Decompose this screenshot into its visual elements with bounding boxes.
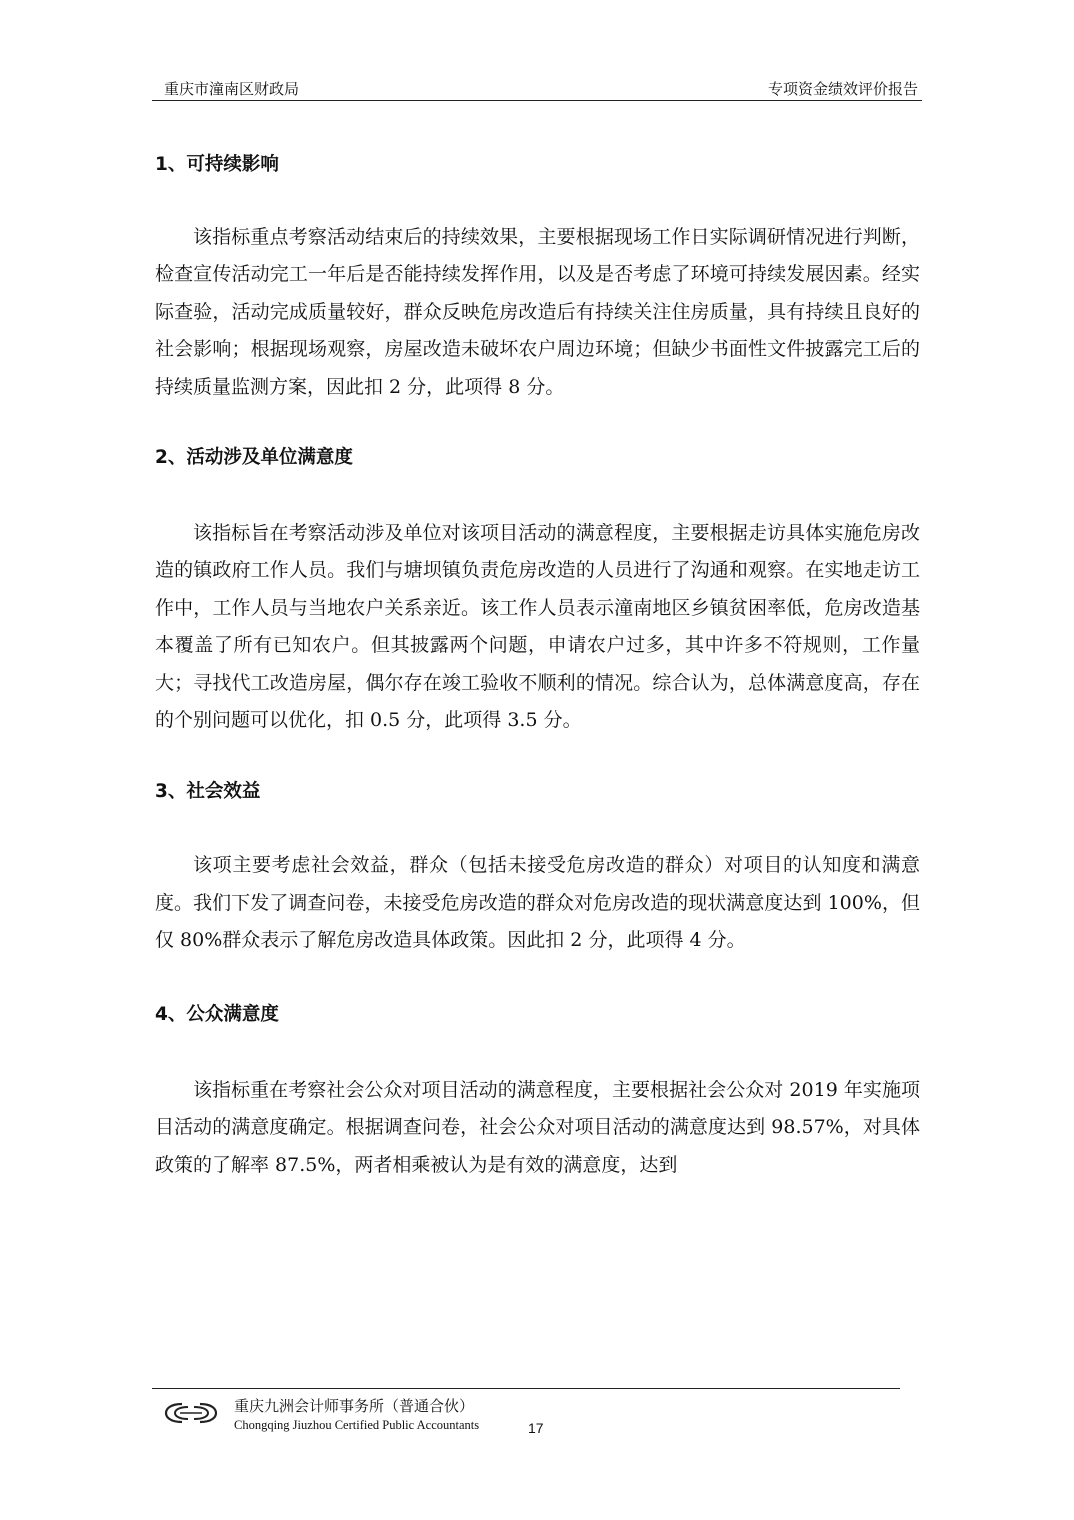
- section-title-3: 3、社会效益: [155, 781, 261, 803]
- footer-divider: [152, 1388, 900, 1389]
- page-number: 17: [528, 1420, 544, 1436]
- section-body-2: 该指标旨在考察活动涉及单位对该项目活动的满意程度，主要根据走访具体实施危房改造的镇政府工作人员。我们与塘坝镇负责危房改造的人员进行了沟通和观察。在实地走访工作中，工作人员与当地农户关系亲近。该工作人员表示潼南地区乡镇贫困率低，危房改造基本覆盖了所有已知农户。但其披露两个问题，申请农户过多，其中许多不符规则，工作量大；寻找代工改造房屋，偶尔存在竣工验收不顺利的情况。综合认为，总体满意度高，存在的个别问题可以优化，扣 0.5 分，此项得 3.5 分。: [155, 522, 920, 732]
- section-body-4: 该指标重在考察社会公众对项目活动的满意程度，主要根据社会公众对 2019 年实施项目活动的满意度确定。根据调查问卷，社会公众对项目活动的满意度达到 98.57%，对具体政策的了解率 87.5%，两者相乘被认为是有效的满意度，达到: [155, 1078, 920, 1176]
- page-header: [152, 78, 922, 101]
- section-body-3: 该项主要考虑社会效益，群众（包括未接受危房改造的群众）对项目的认知度和满意度。我们下发了调查问卷，未接受危房改造的群众对危房改造的现状满意度达到 100%，但仅 80%群众表示了解危房改造具体政策。因此扣 2 分，此项得 4 分。: [155, 854, 920, 952]
- section-title-4: 4、公众满意度: [155, 1003, 279, 1025]
- footer-firm-name-cn: 重庆九洲会计师事务所（普通合伙）: [234, 1397, 475, 1415]
- firm-logo-icon: [162, 1400, 220, 1426]
- footer-firm-name-en: Chongqing Jiuzhou Certified Public Accountants: [234, 1418, 480, 1432]
- section-title-2: 2、活动涉及单位满意度: [155, 447, 353, 469]
- section-body-1: 该指标重点考察活动结束后的持续效果，主要根据现场工作日实际调研情况进行判断，检查宣传活动完工一年后是否能持续发挥作用，以及是否考虑了环境可持续发展因素。经实际查验，活动完成质量较好，群众反映危房改造后有持续关注住房质量，具有持续且良好的社会影响；根据现场观察，房屋改造未破坏农户周边环境；但缺少书面性文件披露完工后的持续质量监测方案，因此扣 2 分，此项得 8 分。: [155, 226, 920, 398]
- header-right-title: 专项资金绩效评价报告: [767, 80, 918, 98]
- section-title-1: 1、可持续影响: [155, 154, 279, 175]
- header-left-title: 重庆市潼南区财政局: [164, 80, 300, 98]
- page-content: [155, 150, 920, 1184]
